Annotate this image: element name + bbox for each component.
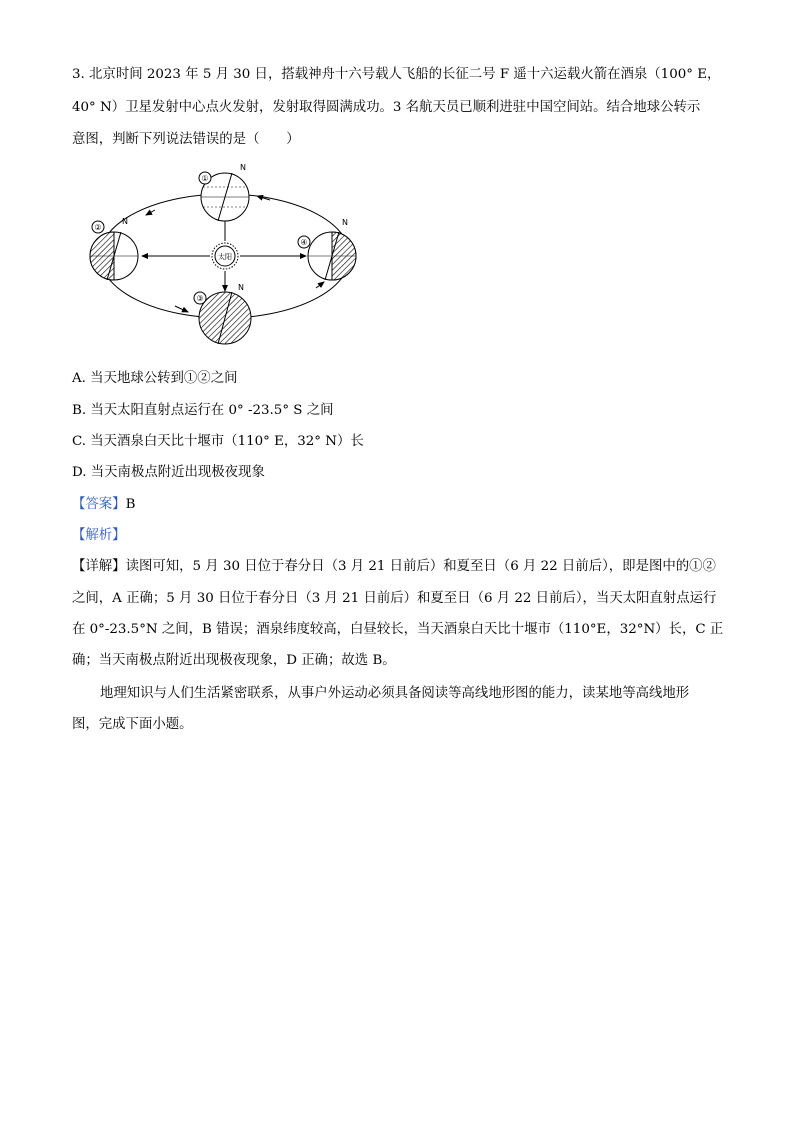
earth-position-3 [194,283,251,344]
sun-label: 太阳 [218,253,232,261]
earth-revolution-diagram [80,160,370,352]
analysis-label: 【解析】 [72,528,126,543]
option-a: A. 当天地球公转到①②之间 [72,371,238,386]
detail-line-2: 之间，A 正确；5 月 30 日位于春分日（3 月 21 日前后）和夏至日（6 月 22 日前后），当天太阳直射点运行 [72,591,717,606]
position-label-4: ④ [300,238,308,247]
earth-position-4 [298,218,356,280]
earth-position-1 [199,163,249,221]
detail-text-1: 读图可知，5 月 30 日位于春分日（3 月 21 日前后）和夏至日（6 月 22 日前后），即是图中的①② [125,559,716,574]
position-label-3: ③ [196,294,204,303]
detail-label: 【详解】 [72,559,126,574]
north-label: N [342,218,348,227]
question-line-3: 意图，判断下列说法错误的是（ ） [72,132,300,147]
answer-line [72,496,135,514]
question-line-1: 3. 北京时间 2023 年 5 月 30 日，搭载神舟十六号载人飞船的长征二号 F 遥十六运载火箭在酒泉（100° E， [72,67,721,82]
next-intro-line-2: 图，完成下面小题。 [72,717,193,732]
answer-value: B [125,497,136,512]
orbit-arrow-icon [316,282,324,288]
position-label-2: ② [94,223,102,232]
earth-position-2 [90,217,138,280]
north-label: N [122,217,128,226]
detail-line-3: 在 0°-23.5°N 之间，B 错误；酒泉纬度较高，白昼较长，当天酒泉白天比十堰市（110°E，32°N）长，C 正 [72,622,724,637]
question-line-2: 40° N）卫星发射中心点火发射，发射取得圆满成功。3 名航天员已顺利进驻中国空间站。结合地球公转示 [72,100,701,115]
option-d: D. 当天南极点附近出现极夜现象 [72,465,265,480]
detail-line-4: 确；当天南极点附近出现极夜现象，D 正确；故选 B。 [72,653,396,668]
position-label-1: ① [201,174,209,183]
option-c: C. 当天酒泉白天比十堰市（110° E，32° N）长 [72,434,364,449]
next-intro-line-1: 地理知识与人们生活紧密联系，从事户外运动必须具备阅读等高线地形图的能力，读某地等高线地形 [100,686,690,701]
north-label: N [238,283,244,292]
north-label: N [240,163,246,172]
answer-label: 【答案】 [72,497,126,512]
orbit-arrow-icon [146,210,155,215]
sun-icon [212,243,238,269]
option-b: B. 当天太阳直射点运行在 0° -23.5° S 之间 [72,403,334,418]
orbit-arrow-icon [175,306,188,312]
detail-line-1 [72,558,716,576]
